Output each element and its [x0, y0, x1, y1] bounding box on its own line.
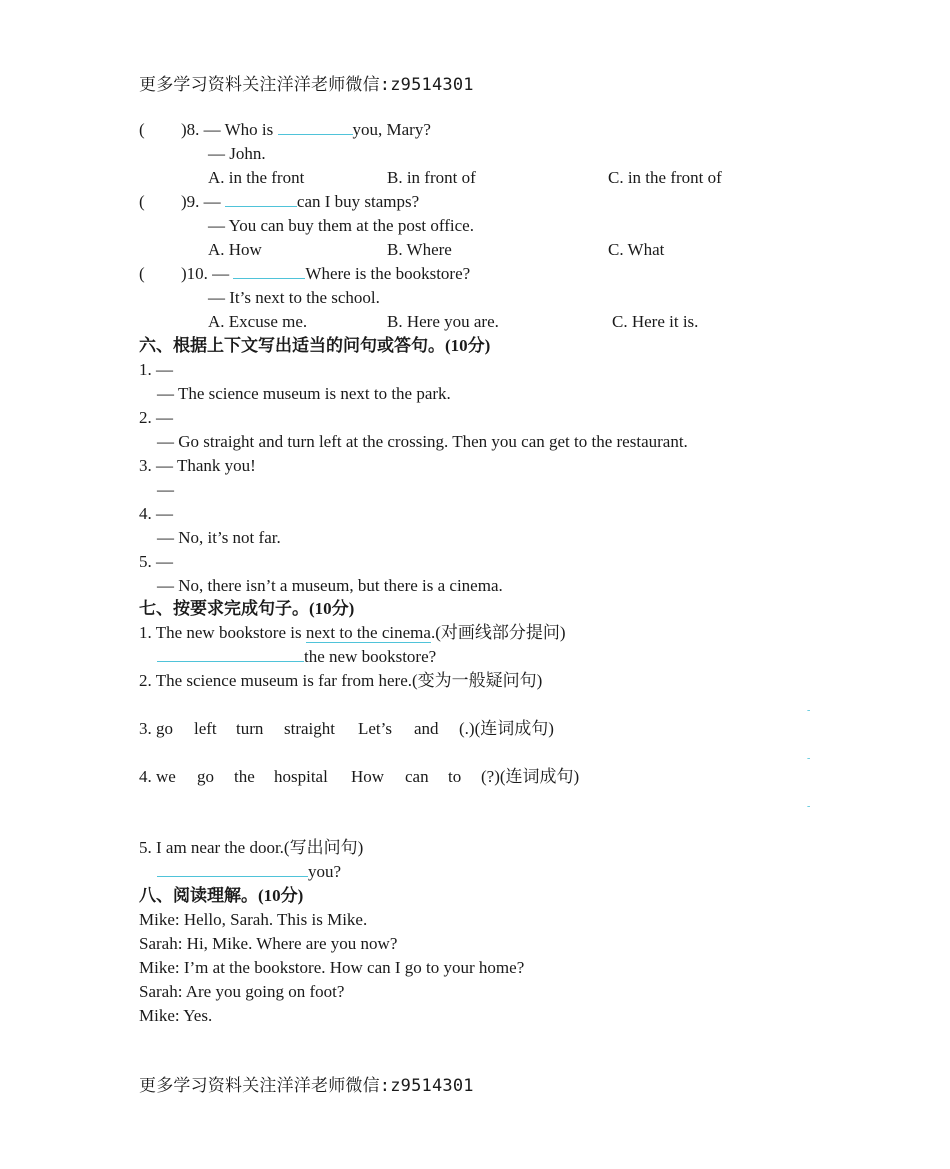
- s7-item-3-word: and: [414, 719, 439, 738]
- s7-item-1-pre: 1. The new bookstore is: [139, 623, 302, 642]
- s7-item-3-word: (.)(连词成句): [459, 719, 554, 738]
- q8-option-b: B. in front of: [387, 168, 476, 187]
- dialogue-line: Sarah: Hi, Mike. Where are you now?: [139, 934, 398, 953]
- q9-number: )9. —: [181, 192, 221, 211]
- q8-option-a: A. in the front: [208, 168, 305, 187]
- q10-text-after: Where is the bookstore?: [305, 264, 471, 283]
- s7-item-4-word: go: [197, 767, 214, 786]
- s6-item-2-q: 2. —: [139, 408, 173, 427]
- q9-blank[interactable]: [225, 190, 297, 207]
- q10-blank[interactable]: [233, 262, 305, 279]
- page-footer: 更多学习资料关注洋洋老师微信:z9514301: [139, 1076, 474, 1096]
- section-6-title: 六、根据上下文写出适当的问句或答句。(10分): [139, 336, 491, 355]
- dialogue-line: Mike: Hello, Sarah. This is Mike.: [139, 910, 368, 929]
- s7-item-4-word: can: [405, 767, 429, 786]
- q9-question: [181, 190, 419, 214]
- s7-item-4-word: hospital: [274, 767, 328, 786]
- s7-item-1-answer-text: the new bookstore?: [304, 647, 437, 666]
- q9-option-b: B. Where: [387, 240, 452, 259]
- dialogue-line: Mike: I’m at the bookstore. How can I go to your home?: [139, 958, 525, 977]
- q9-option-a: A. How: [208, 240, 262, 259]
- s7-item-2-answer-mark: -: [807, 705, 811, 716]
- q10-option-c: C. Here it is.: [612, 312, 699, 331]
- s7-item-3-answer-mark: -: [807, 753, 811, 764]
- q10-number: )10. —: [181, 264, 230, 283]
- q8-number: )8. —: [181, 120, 221, 139]
- q8-blank[interactable]: [278, 118, 353, 135]
- q8-paren: (: [139, 120, 145, 139]
- s6-item-4-a: — No, it’s not far.: [157, 528, 281, 547]
- q9-option-c: C. What: [608, 240, 665, 259]
- q8-text-after: you, Mary?: [352, 120, 431, 139]
- s7-item-3-word: turn: [236, 719, 264, 738]
- s7-item-1-answer: [157, 645, 436, 669]
- q9-answer: — You can buy them at the post office.: [208, 216, 474, 235]
- q9-text-after: can I buy stamps?: [296, 192, 420, 211]
- s7-item-3-word: left: [194, 719, 217, 738]
- s7-item-4-word: to: [448, 767, 462, 786]
- q10-paren: (: [139, 264, 145, 283]
- q8-answer: — John.: [208, 144, 266, 163]
- s7-item-4-word: How: [351, 767, 385, 786]
- s7-item-2: 2. The science museum is far from here.(变为一般疑问句): [139, 671, 543, 690]
- s7-item-4-word: 4. we: [139, 767, 176, 786]
- q10-option-b: B. Here you are.: [387, 312, 499, 331]
- s6-item-2-a: — Go straight and turn left at the crossing. Then you can get to the restaurant.: [157, 432, 688, 451]
- s6-item-3-q: 3. — Thank you!: [139, 456, 256, 475]
- section-7-title: 七、按要求完成句子。(10分): [139, 599, 355, 618]
- page-header: 更多学习资料关注洋洋老师微信:z9514301: [139, 75, 474, 95]
- s7-item-5: 5. I am near the door.(写出问句): [139, 838, 364, 857]
- q9-paren: (: [139, 192, 145, 211]
- q10-option-a: A. Excuse me.: [208, 312, 308, 331]
- s7-item-1-underlined: next to the cinema: [305, 623, 431, 642]
- section-8-title: 八、阅读理解。(10分): [139, 886, 304, 905]
- s7-item-4-word: the: [234, 767, 255, 786]
- s7-item-5-answer-text: you?: [308, 862, 342, 881]
- dialogue-line: Sarah: Are you going on foot?: [139, 982, 345, 1001]
- q10-answer: — It’s next to the school.: [208, 288, 380, 307]
- s6-item-5-q: 5. —: [139, 552, 173, 571]
- s6-item-4-q: 4. —: [139, 504, 173, 523]
- s6-item-3-a: —: [157, 480, 174, 499]
- s7-item-3-word: 3. go: [139, 719, 173, 738]
- s7-item-4-word: (?)(连词成句): [481, 767, 580, 786]
- s7-item-5-answer: [157, 860, 341, 884]
- q10-question: [181, 262, 470, 286]
- s7-item-4-answer-mark: -: [807, 801, 811, 812]
- s7-item-1: [139, 621, 566, 645]
- q8-question: [181, 118, 431, 142]
- s6-item-1-a: — The science museum is next to the park.: [157, 384, 451, 403]
- s7-item-1-blank[interactable]: [157, 645, 304, 662]
- dialogue-line: Mike: Yes.: [139, 1006, 213, 1025]
- s7-item-3-word: straight: [284, 719, 335, 738]
- s6-item-5-a: — No, there isn’t a museum, but there is a cinema.: [157, 576, 503, 595]
- s6-item-1-q: 1. —: [139, 360, 173, 379]
- s7-item-5-blank[interactable]: [157, 860, 308, 877]
- s7-item-3-word: Let’s: [358, 719, 392, 738]
- q8-option-c: C. in the front of: [608, 168, 722, 187]
- s7-item-1-post: .(对画线部分提问): [430, 623, 566, 642]
- q8-text-before: Who is: [224, 120, 274, 139]
